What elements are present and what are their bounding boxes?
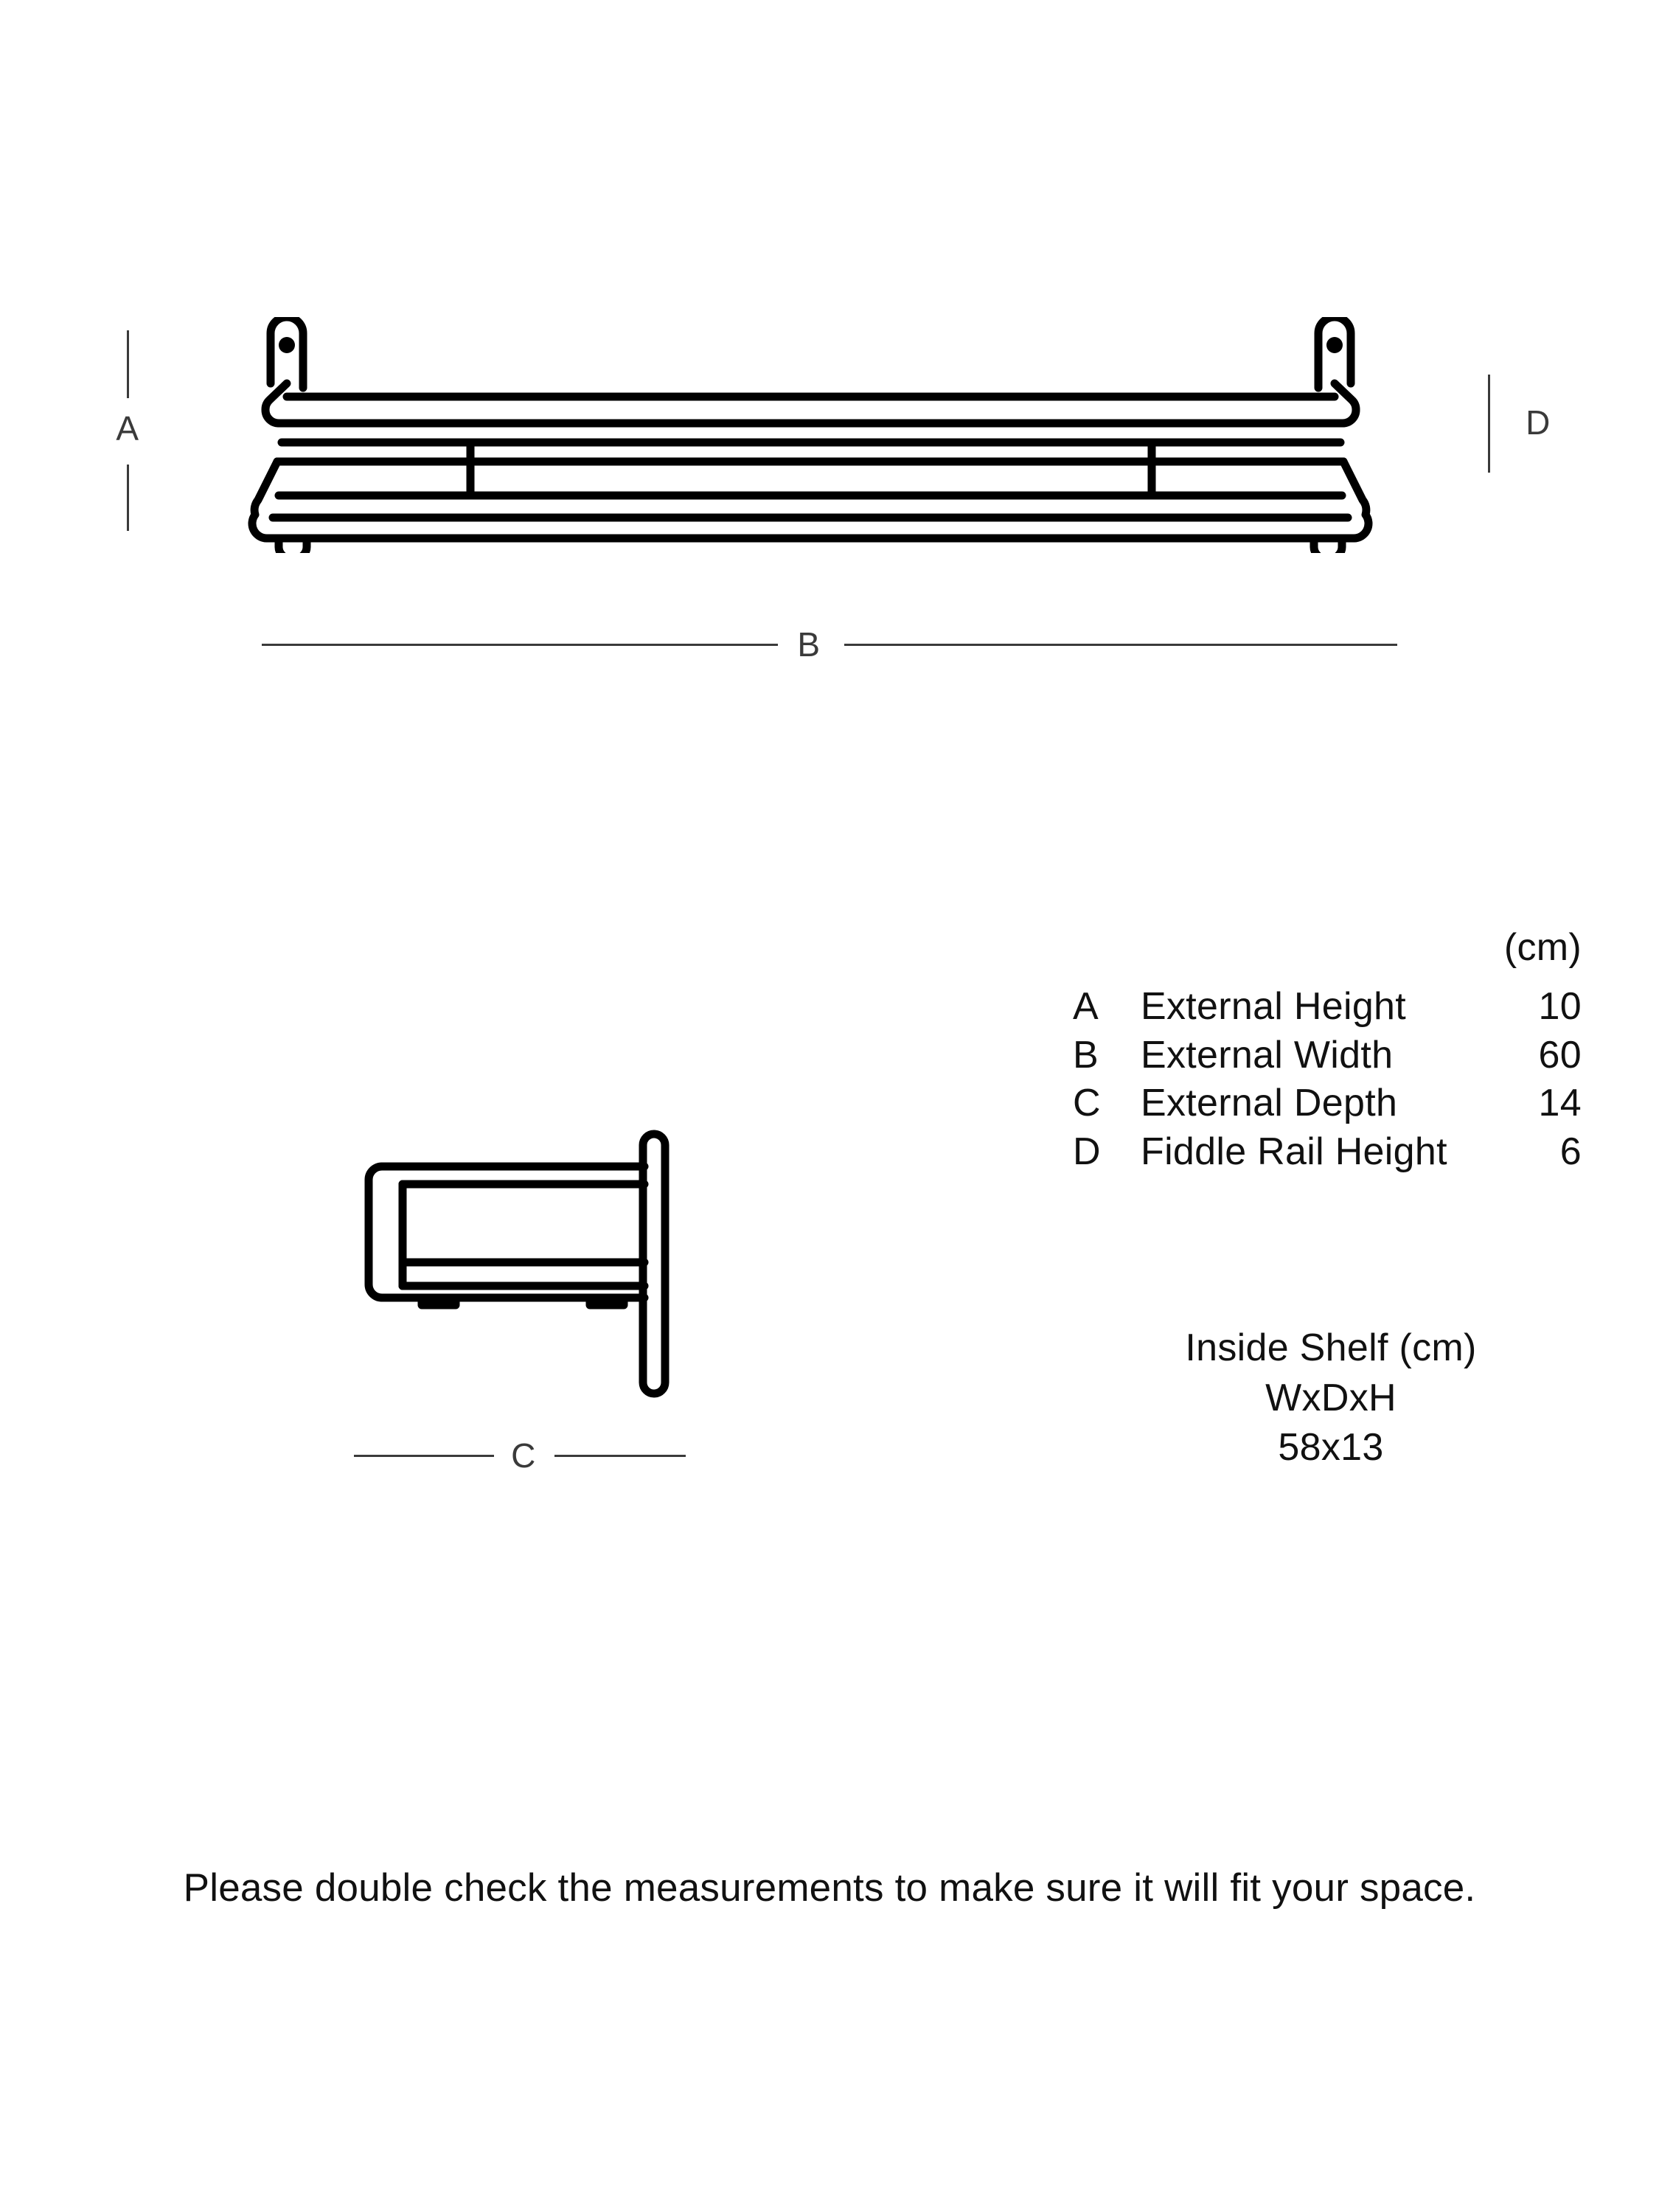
dimension-label-c: C [511,1436,536,1475]
dimension-marker-c [354,1434,686,1478]
inside-shelf-title: Inside Shelf (cm) [1185,1326,1477,1369]
dimension-marker-d [1488,375,1576,478]
dimension-label-d: D [1526,403,1551,442]
spec-key-b: B [1073,1033,1099,1077]
spec-value-d: 6 [1559,1130,1582,1173]
inside-shelf-block [1073,1324,1589,1473]
shelf-deck-left-wrap [252,462,277,538]
spec-key-a: A [1073,985,1099,1028]
spec-key-d: D [1073,1130,1101,1173]
footer-note: Please double check the measurements to make sure it will fit your space. [183,1866,1476,1910]
spec-row-c [1073,1079,1589,1128]
spec-label-d: Fiddle Rail Height [1141,1130,1447,1173]
shelf-deck-right-wrap [1343,462,1368,538]
dimension-label-b: B [797,625,821,664]
spec-value-c: 14 [1538,1082,1582,1125]
spec-key-c: C [1073,1082,1101,1125]
dimension-rule-c-right [554,1455,686,1457]
spec-table [1073,925,1589,1176]
spec-label-a: External Height [1141,985,1407,1028]
dimension-marker-b [262,623,1397,667]
front-view-drawing [236,317,1386,553]
left-bracket-screw-hole [279,337,295,353]
dimension-label-a: A [116,409,139,448]
spec-value-b: 60 [1538,1033,1582,1077]
right-bracket-screw-hole [1326,337,1343,353]
spec-label-c: External Depth [1141,1082,1398,1125]
dimension-rule-c-left [354,1455,494,1457]
dimension-rule-a-top [127,330,129,398]
spec-row-b [1073,1032,1589,1080]
left-bracket-elbow [265,383,287,423]
spec-row-a [1073,983,1589,1032]
inside-shelf-axes: WxDxH [1265,1376,1397,1419]
dimension-rule-d [1488,375,1490,473]
side-view-svg [347,1128,700,1423]
side-fiddle-rail-left-return [369,1166,382,1298]
spec-value-a: 10 [1538,985,1582,1028]
dimension-marker-a [94,330,161,531]
dimension-rule-b-left [262,644,778,646]
side-view-drawing [347,1128,700,1423]
spec-label-b: External Width [1141,1033,1394,1077]
right-bracket-elbow [1335,383,1356,423]
dimension-rule-a-bottom [127,465,129,531]
spec-row-d [1073,1128,1589,1177]
dimension-rule-b-right [844,644,1397,646]
front-view-svg [236,317,1386,553]
inside-shelf-value: 58x13 [1278,1426,1384,1470]
spec-unit-header: (cm) [1503,926,1582,969]
